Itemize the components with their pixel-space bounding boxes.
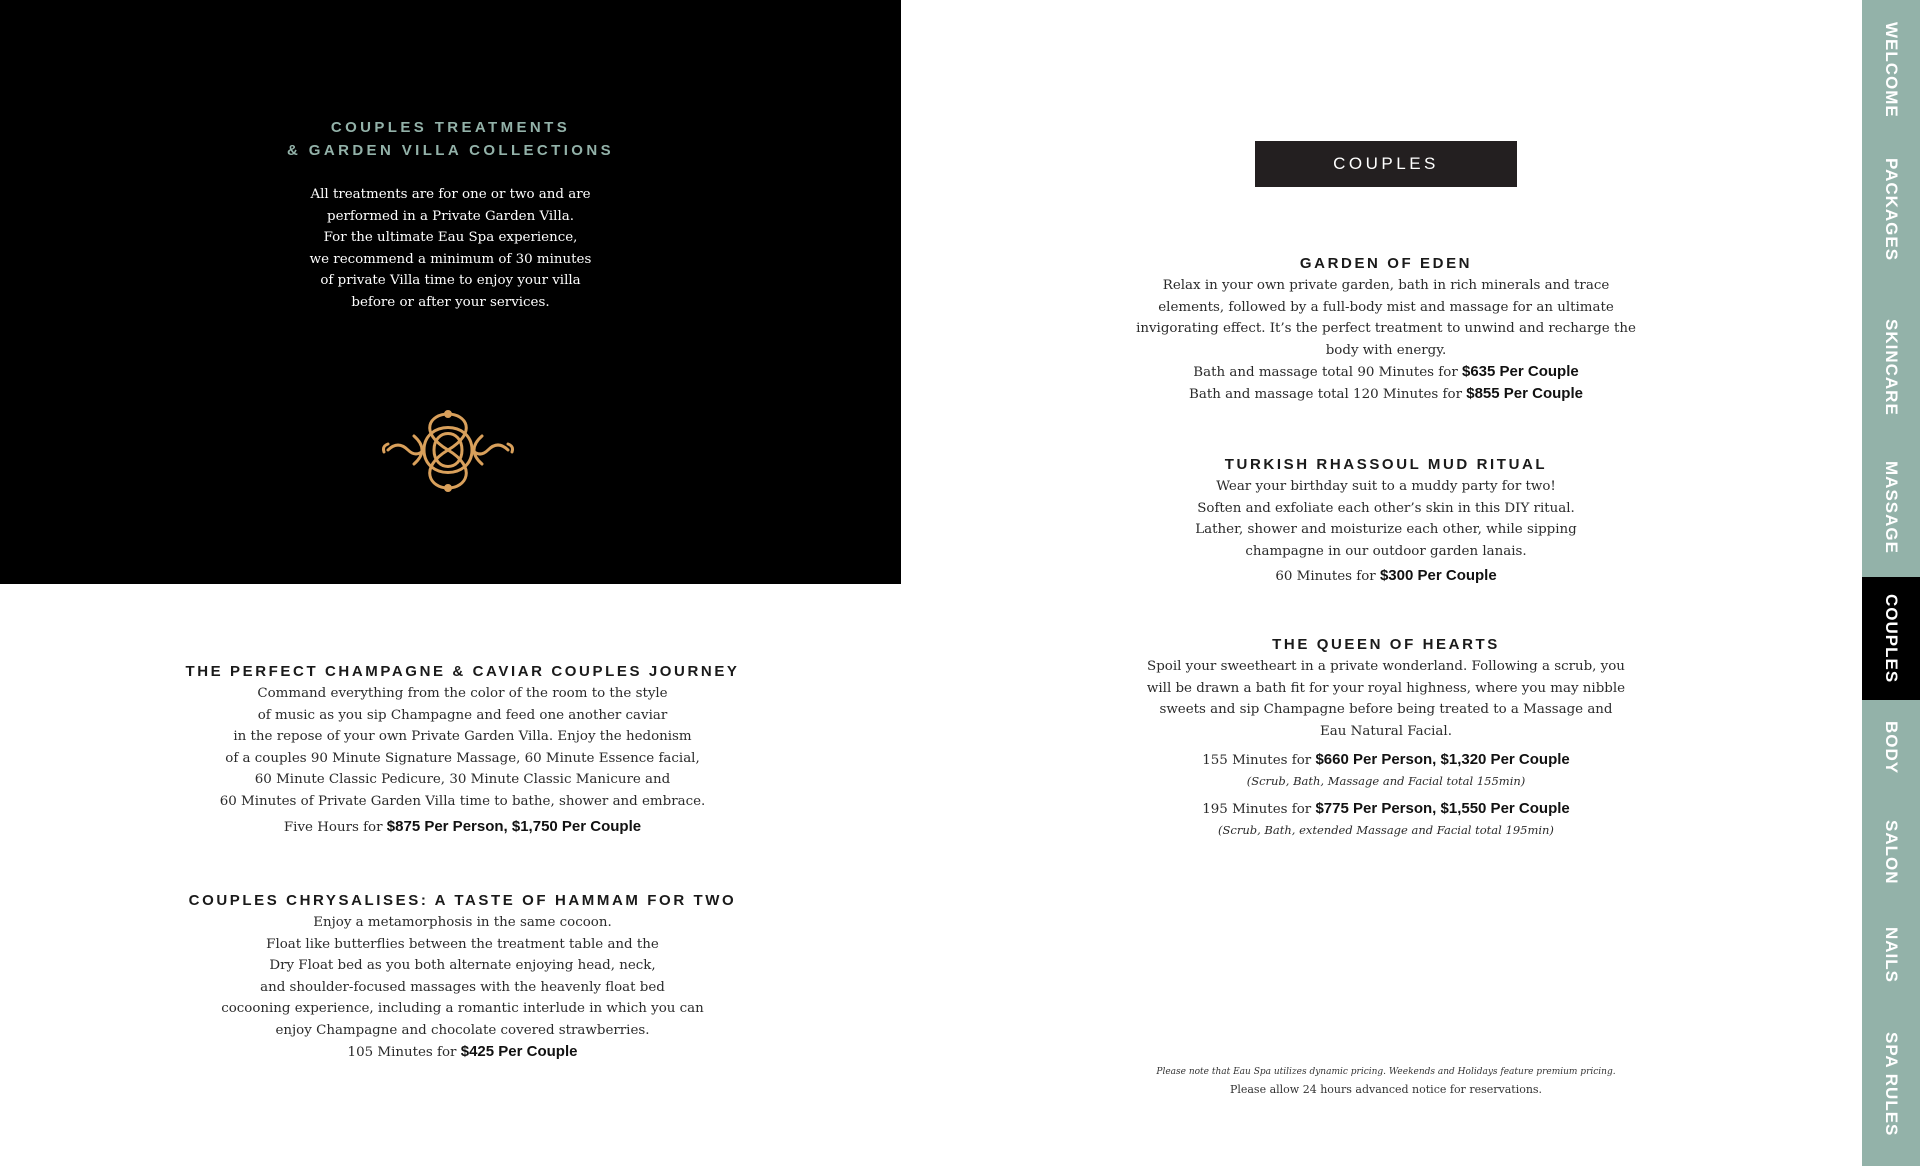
price-line (1100, 565, 1672, 587)
intro-line: For the ultimate Eau Spa experience, (323, 230, 578, 245)
tab-welcome[interactable] (1862, 0, 1920, 140)
section-turkish-rhassoul (1100, 454, 1672, 587)
price-duration: 60 Minutes for (1275, 569, 1376, 584)
description-line: elements, followed by a full-body mist and massage for an ultimate (1158, 299, 1614, 315)
price-line (1100, 383, 1672, 405)
tab-label: MASSAGE (1882, 460, 1901, 554)
price-duration: Five Hours for (283, 820, 383, 835)
description-line: Soften and exfoliate each other’s skin in this DIY ritual. (1197, 500, 1575, 516)
description-line: sweets and sip Champagne before being treated to a Massage and (1159, 702, 1613, 717)
section-title: TURKISH RHASSOUL MUD RITUAL (1224, 456, 1548, 473)
ornament-knot-icon (378, 410, 518, 492)
footer-notes (1130, 1064, 1642, 1098)
section-champagne-caviar (150, 661, 775, 838)
price-note: (Scrub, Bath, extended Massage and Facial total 195min) (1218, 823, 1554, 837)
sidebar-nav (1862, 0, 1920, 1166)
description-line: champagne in our outdoor garden lanais. (1245, 543, 1527, 559)
price-duration: Bath and massage total 90 Minutes for (1193, 365, 1458, 380)
intro-line: All treatments are for one or two and are (310, 187, 591, 202)
section-description (150, 683, 775, 812)
description-line: Enjoy a metamorphosis in the same cocoon. (313, 915, 612, 930)
tab-massage[interactable] (1862, 437, 1920, 577)
price-duration: Bath and massage total 120 Minutes for (1189, 387, 1462, 402)
price-duration: 195 Minutes for (1202, 802, 1312, 817)
description-line: 60 Minute Classic Pedicure, 30 Minute Classic Manicure and (254, 772, 671, 787)
tab-spa-rules[interactable] (1862, 1002, 1920, 1166)
description-line: of music as you sip Champagne and feed one another caviar (257, 707, 668, 723)
tab-label: PACKAGES (1882, 158, 1901, 262)
description-line: Command everything from the color of the room to the style (257, 686, 668, 701)
tab-packages[interactable] (1862, 140, 1920, 280)
price-note: (Scrub, Bath, Massage and Facial total 155min) (1246, 774, 1526, 788)
intro-panel (0, 0, 901, 584)
section-description (150, 912, 775, 1041)
tab-nails[interactable] (1862, 908, 1920, 1002)
description-line: invigorating effect. It’s the perfect treatment to unwind and recharge the (1136, 321, 1636, 336)
tab-salon[interactable] (1862, 796, 1920, 908)
price-line (1100, 361, 1672, 383)
section-description (1100, 476, 1672, 562)
description-line: in the repose of your own Private Garden Villa. Enjoy the hedonism (233, 729, 692, 744)
description-line: Relax in your own private garden, bath in rich minerals and trace (1162, 278, 1610, 293)
description-line: Float like butterflies between the treatment table and the (266, 936, 659, 952)
tab-label: SPA RULES (1882, 1031, 1901, 1137)
price-line (1100, 749, 1672, 771)
description-line: Eau Natural Facial. (1320, 723, 1452, 739)
price-value: $660 Per Person, $1,320 Per Couple (1315, 751, 1570, 768)
tab-skincare[interactable] (1862, 297, 1920, 437)
price-line (150, 816, 775, 838)
price-value: $875 Per Person, $1,750 Per Couple (386, 818, 642, 835)
intro-title-line-2: & GARDEN VILLA COLLECTIONS (286, 142, 614, 159)
section-title: GARDEN OF EDEN (1299, 255, 1473, 272)
pricing-note: Please note that Eau Spa utilizes dynamic pricing. Weekends and Holidays feature premium pricing. (1156, 1067, 1616, 1077)
section-queen-of-hearts (1100, 634, 1672, 840)
section-description (1100, 656, 1672, 742)
tab-label: SALON (1882, 819, 1901, 885)
tab-label: SKINCARE (1882, 318, 1901, 416)
page-title: COUPLES (1255, 141, 1517, 187)
price-value: $635 Per Couple (1461, 363, 1579, 380)
tab-label: BODY (1882, 721, 1901, 775)
intro-line: before or after your services. (351, 294, 550, 310)
price-duration: 105 Minutes for (347, 1045, 457, 1060)
section-description (1100, 275, 1672, 361)
reservation-note: Please allow 24 hours advanced notice for reservations. (1229, 1083, 1543, 1096)
price-value: $775 Per Person, $1,550 Per Couple (1315, 800, 1570, 817)
description-line: cocooning experience, including a romantic interlude in which you can (221, 1001, 704, 1016)
intro-title (0, 116, 901, 162)
intro-title-line-1: COUPLES TREATMENTS (330, 119, 571, 136)
description-line: Lather, shower and moisturize each other, while sipping (1195, 522, 1577, 537)
tab-label: COUPLES (1882, 593, 1901, 684)
price-value: $855 Per Couple (1466, 385, 1583, 402)
section-garden-of-eden (1100, 253, 1672, 405)
description-line: 60 Minutes of Private Garden Villa time to bathe, shower and embrace. (219, 793, 706, 809)
intro-line: we recommend a minimum of 30 minutes (309, 251, 592, 267)
section-chrysalises (150, 890, 775, 1063)
price-duration: 155 Minutes for (1202, 753, 1312, 768)
section-title: THE PERFECT CHAMPAGNE & CAVIAR COUPLES JOURNEY (185, 663, 740, 680)
description-line: and shoulder-focused massages with the heavenly float bed (260, 979, 665, 995)
intro-line: of private Villa time to enjoy your villa (320, 273, 581, 288)
description-line: body with energy. (1325, 342, 1447, 358)
description-line: Wear your birthday suit to a muddy party for two! (1216, 479, 1556, 494)
intro-description (0, 184, 901, 313)
intro-line: performed in a Private Garden Villa. (327, 208, 574, 224)
section-title: THE QUEEN OF HEARTS (1272, 636, 1500, 653)
section-title: COUPLES CHRYSALISES: A TASTE OF HAMMAM FOR TWO (188, 892, 737, 909)
description-line: of a couples 90 Minute Signature Massage, 60 Minute Essence facial, (225, 750, 700, 766)
tab-label: WELCOME (1882, 22, 1901, 118)
description-line: enjoy Champagne and chocolate covered strawberries. (275, 1022, 650, 1038)
price-line (150, 1041, 775, 1063)
tab-body[interactable] (1862, 700, 1920, 796)
tab-label: NAILS (1882, 927, 1901, 983)
price-value: $300 Per Couple (1379, 567, 1497, 584)
description-line: Dry Float bed as you both alternate enjoying head, neck, (269, 958, 656, 973)
tab-couples[interactable] (1862, 577, 1920, 700)
price-value: $425 Per Couple (460, 1043, 578, 1060)
description-line: Spoil your sweetheart in a private wonderland. Following a scrub, you (1147, 659, 1625, 674)
price-line (1100, 798, 1672, 820)
description-line: will be drawn a bath fit for your royal highness, where you may nibble (1146, 680, 1626, 696)
